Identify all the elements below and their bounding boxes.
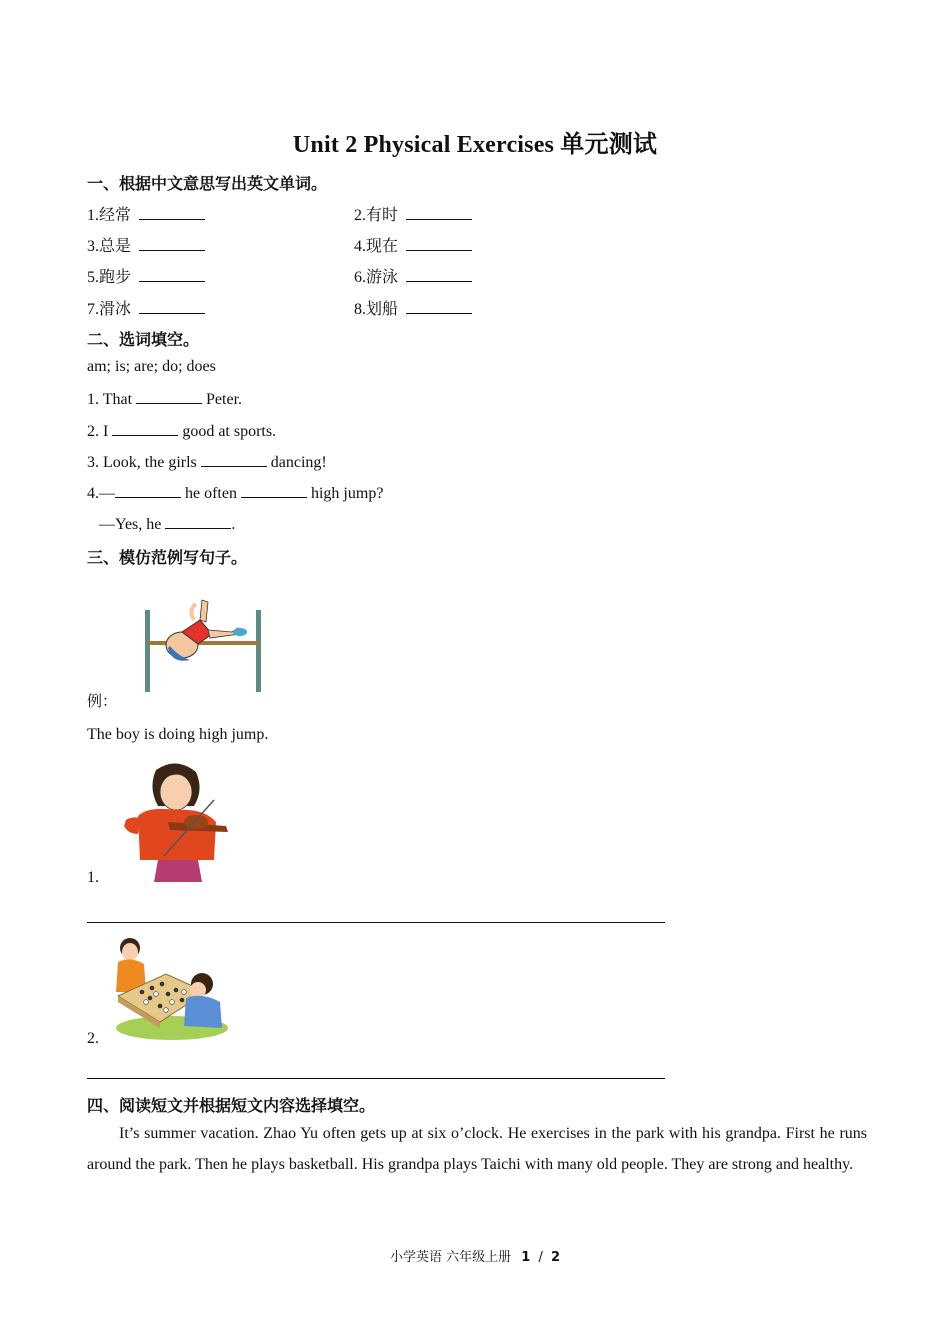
answer-blank[interactable] (139, 267, 205, 282)
fill-question-1 (87, 389, 242, 409)
answer-blank[interactable] (201, 452, 267, 467)
answer-blank[interactable] (406, 267, 472, 282)
answer-blank[interactable] (112, 421, 178, 436)
answer-blank[interactable] (136, 389, 202, 404)
vocab-item (87, 296, 209, 319)
fill-question-3 (87, 452, 327, 472)
vocab-num: 7. (87, 301, 99, 318)
vocab-num: 3. (87, 238, 99, 255)
vocab-word: 总是 (99, 238, 132, 255)
question-text: dancing! (270, 454, 327, 471)
section3-heading: 三、模仿范例写句子。 (87, 548, 248, 567)
question-text: Peter. (206, 391, 243, 408)
vocab-item (87, 233, 209, 256)
answer-line-2[interactable] (87, 1078, 665, 1079)
question-text: 4.— (87, 485, 115, 502)
page-title: Unit 2 Physical Exercises 单元测试 (292, 132, 658, 158)
vocab-word: 有时 (366, 207, 399, 224)
section1-heading: 一、根据中文意思写出英文单词。 (87, 174, 328, 193)
footer-text: 小学英语 六年级上册 (389, 1250, 512, 1265)
vocab-item (354, 264, 476, 287)
page-number: 1 (521, 1250, 531, 1265)
vocab-word: 游泳 (366, 269, 399, 286)
fill-question-4-answer (99, 514, 235, 534)
vocab-item (87, 264, 209, 287)
vocab-item (354, 233, 476, 256)
vocab-item (87, 202, 209, 225)
section2-heading: 二、选词填空。 (87, 330, 200, 349)
answer-blank[interactable] (165, 514, 231, 529)
vocab-item (354, 296, 476, 319)
page-footer (0, 1246, 950, 1265)
word-options: am; is; are; do; does (87, 358, 216, 375)
page-separator: / (538, 1250, 543, 1265)
vocab-num: 5. (87, 269, 99, 286)
vocab-word: 划船 (366, 301, 399, 318)
vocab-num: 2. (354, 207, 366, 224)
answer-line-1[interactable] (87, 922, 665, 923)
section4-heading: 四、阅读短文并根据短文内容选择填空。 (87, 1096, 376, 1115)
question-text: . (231, 516, 236, 533)
answer-blank[interactable] (139, 299, 205, 314)
question-text: he often (185, 485, 237, 502)
answer-blank[interactable] (115, 483, 181, 498)
question-2-label: 2. (87, 1030, 99, 1047)
answer-blank[interactable] (406, 236, 472, 251)
chess-kids-illustration (110, 936, 232, 1044)
vocab-num: 4. (354, 238, 366, 255)
answer-blank[interactable] (241, 483, 307, 498)
vocab-item (354, 202, 476, 225)
page-total: 2 (550, 1250, 561, 1265)
vocab-word: 滑冰 (99, 301, 132, 318)
answer-blank[interactable] (406, 299, 472, 314)
reading-passage: It’s summer vacation. Zhao Yu often gets up at six o’clock. He exercises in the park with his grandpa. First he runs around the park. Then he plays basketball. His grandpa plays Taichi with many old people. They are strong and healthy. (87, 1125, 867, 1173)
answer-blank[interactable] (139, 205, 205, 220)
vocab-word: 现在 (366, 238, 399, 255)
answer-blank[interactable] (139, 236, 205, 251)
violin-girl-illustration (118, 760, 240, 885)
question-text: high jump? (310, 485, 384, 502)
vocab-num: 1. (87, 207, 99, 224)
example-sentence: The boy is doing high jump. (87, 726, 269, 743)
vocab-num: 6. (354, 269, 366, 286)
question-1-label: 1. (87, 869, 99, 886)
example-label: 例： (87, 692, 118, 710)
vocab-num: 8. (354, 301, 366, 318)
vocab-word: 经常 (99, 207, 132, 224)
answer-blank[interactable] (406, 205, 472, 220)
vocab-word: 跑步 (99, 269, 132, 286)
high-jump-illustration (140, 590, 270, 695)
question-text: 3. Look, the girls (87, 454, 197, 471)
question-text: —Yes, he (99, 516, 162, 533)
question-text: 2. I (87, 423, 109, 440)
question-text: good at sports. (182, 423, 277, 440)
fill-question-4 (87, 483, 383, 503)
fill-question-2 (87, 421, 276, 441)
question-text: 1. That (87, 391, 133, 408)
